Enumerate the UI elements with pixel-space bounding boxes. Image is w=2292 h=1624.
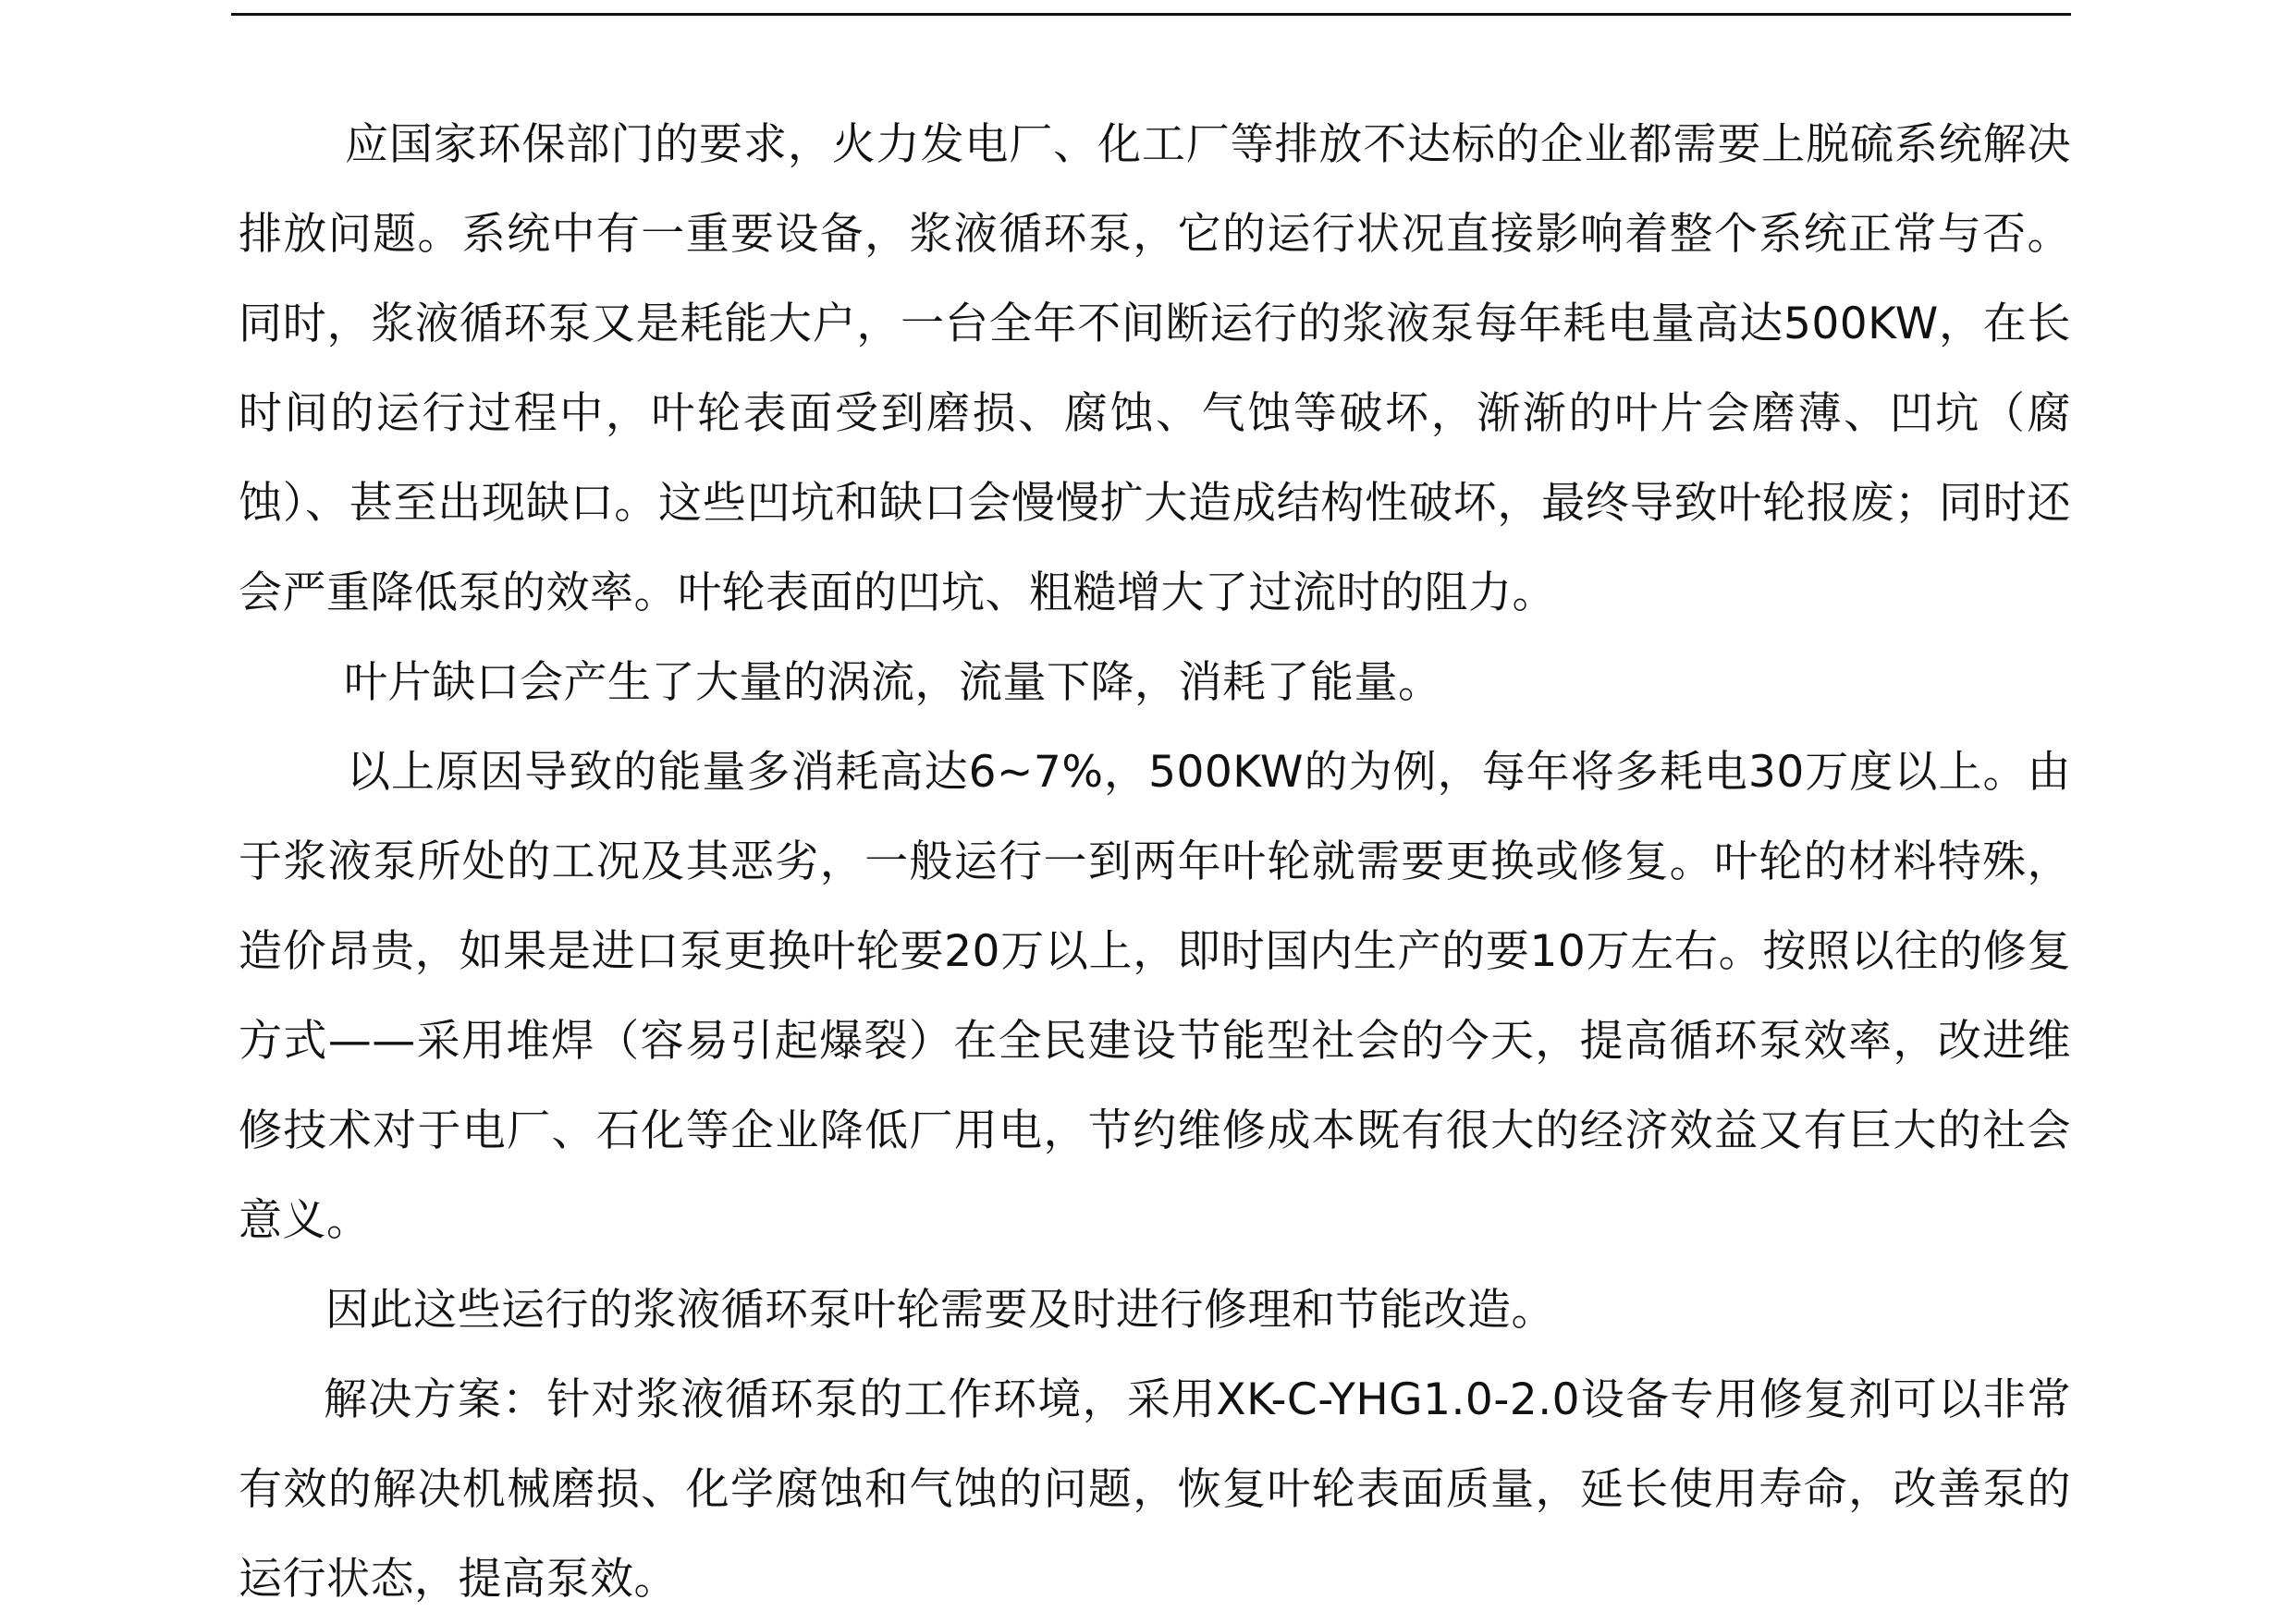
paragraph-energy-loss: 以上原因导致的能量多消耗高达6~7%，500KW的为例，每年将多耗电30万度以上。由于浆液泵所处的工况及其恶劣，一般运行一到两年叶轮就需要更换或修复。叶轮的材料特殊，造价昂贵，如果是进口泵更换叶轮要20万以上，即时国内生产的要10万左右。按照以往的修复方式——采用堆焊（容易引起爆裂）在全民建设节能型社会的今天，提高循环泵效率，改进维修技术对于电厂、石化等企业降低厂用电，节约维修成本既有很大的经济效益又有巨大的社会意义。: [239, 747, 2071, 1246]
paragraph-solution: 解决方案：针对浆液循环泵的工作环境，采用XK-C-YHG1.0-2.0设备专用修复剂可以非常有效的解决机械磨损、化学腐蚀和气蚀的问题，恢复叶轮表面质量，延长使用寿命，改善泵的运行状态，提高泵效。: [239, 1374, 2071, 1605]
paragraph-blade-notch: 叶片缺口会产生了大量的涡流，流量下降，消耗了能量。: [344, 657, 1442, 708]
paragraph-background: 应国家环保部门的要求，火力发电厂、化工厂等排放不达标的企业都需要上脱硫系统解决排放问题。系统中有一重要设备，浆液循环泵，它的运行状况直接影响着整个系统正常与否。同时，浆液循环泵又是耗能大户，一台全年不间断运行的浆液泵每年耗电量高达500KW，在长时间的运行过程中，叶轮表面受到磨损、腐蚀、气蚀等破坏，渐渐的叶片会磨薄、凹坑（腐蚀）、甚至出现缺口。这些凹坑和缺口会慢慢扩大造成结构性破坏，最终导致叶轮报废；同时还会严重降低泵的效率。叶轮表面的凹坑、粗糙增大了过流时的阻力。: [239, 119, 2071, 618]
paragraph-conclusion: 因此这些运行的浆液循环泵叶轮需要及时进行修理和节能改造。: [325, 1285, 1555, 1336]
document-body: [239, 100, 2071, 1624]
header-rule: [231, 13, 2071, 16]
